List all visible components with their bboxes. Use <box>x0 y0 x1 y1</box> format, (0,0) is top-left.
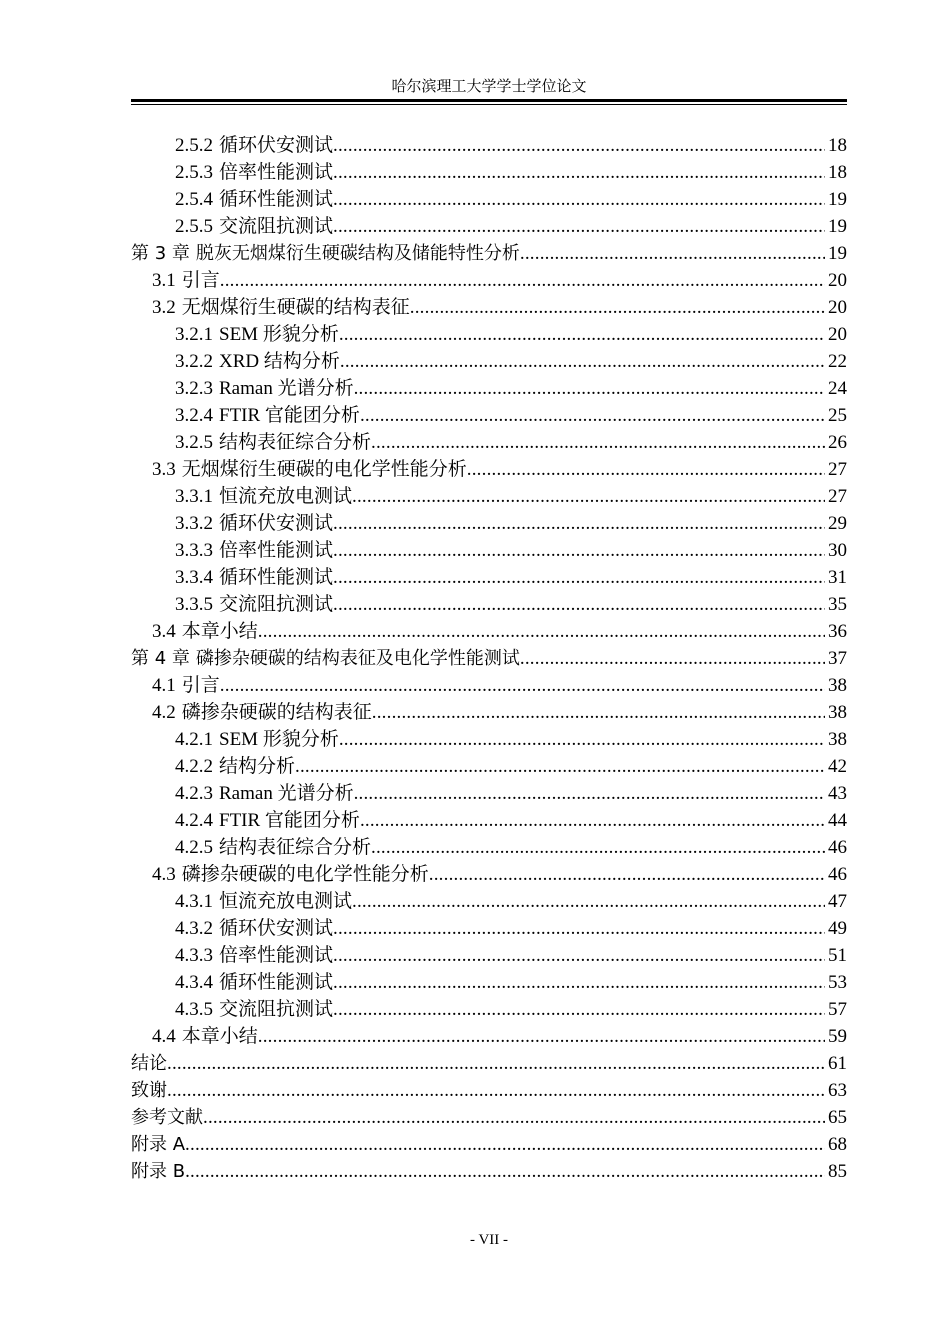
toc-entry-title: 结构表征综合分析 <box>219 837 372 858</box>
toc-dot-leader <box>258 1023 825 1050</box>
toc-entry-page: 59 <box>828 1026 847 1047</box>
toc-entry-title: 无烟煤衍生硬碳的结构表征 <box>181 297 410 318</box>
toc-dot-leader <box>333 537 825 564</box>
toc-entry[interactable] <box>131 510 847 537</box>
toc-entry[interactable] <box>131 294 847 321</box>
toc-entry-title: 无烟煤衍生硬碳的电化学性能分析 <box>181 459 467 480</box>
toc-entry-title: 致谢 <box>131 1080 167 1101</box>
toc-entry-page: 27 <box>828 459 847 480</box>
toc-entry-number: 4.3 <box>152 864 176 885</box>
toc-entry-title: 恒流充放电测试 <box>219 486 353 507</box>
toc-entry-number: 4.2.1 <box>175 729 213 750</box>
toc-dot-leader <box>339 726 825 753</box>
toc-dot-leader <box>410 294 825 321</box>
toc-entry-number: 3.2 <box>152 297 176 318</box>
toc-entry-number: 4.2.3 <box>175 783 213 804</box>
toc-dot-leader <box>333 213 825 240</box>
toc-dot-leader <box>203 1104 825 1131</box>
toc-entry-title: 恒流充放电测试 <box>219 891 353 912</box>
toc-entry[interactable] <box>131 402 847 429</box>
toc-entry-page: 35 <box>828 594 847 615</box>
toc-entry-page: 46 <box>828 837 847 858</box>
toc-dot-leader <box>333 591 825 618</box>
toc-entry-number: 4.3.2 <box>175 918 213 939</box>
toc-entry[interactable] <box>131 834 847 861</box>
running-header-title: 哈尔滨理工大学学士学位论文 <box>391 79 587 95</box>
toc-entry-number: 第 4 章 <box>131 648 190 669</box>
toc-dot-leader <box>371 429 825 456</box>
toc-entry-title: 结构分析 <box>219 756 296 777</box>
toc-entry-title: 交流阻抗测试 <box>219 594 334 615</box>
toc-entry-title: 倍率性能测试 <box>219 162 334 183</box>
toc-entry-page: 85 <box>828 1161 847 1182</box>
toc-entry-title: 磷掺杂硬碳的结构表征 <box>181 702 372 723</box>
toc-entry-title: 参考文献 <box>131 1107 203 1128</box>
toc-entry-page: 36 <box>828 621 847 642</box>
toc-dot-leader <box>185 1131 825 1158</box>
toc-entry-title: 循环性能测试 <box>219 972 334 993</box>
toc-entry[interactable] <box>131 375 847 402</box>
toc-entry-page: 46 <box>828 864 847 885</box>
toc-entry-title: 循环性能测试 <box>219 189 334 210</box>
toc-entry-number: 3.3.3 <box>175 540 213 561</box>
toc-dot-leader <box>333 996 825 1023</box>
toc-entry-title: 磷掺杂硬碳的结构表征及电化学性能测试 <box>195 648 520 669</box>
toc-entry-page: 53 <box>828 972 847 993</box>
toc-entry[interactable] <box>131 699 847 726</box>
toc-entry-page: 24 <box>828 378 847 399</box>
toc-dot-leader <box>352 483 825 510</box>
toc-entry-page: 37 <box>828 648 847 669</box>
toc-dot-leader <box>340 348 825 375</box>
toc-entry-page: 38 <box>828 702 847 723</box>
toc-dot-leader <box>185 1158 825 1185</box>
toc-entry-page: 38 <box>828 729 847 750</box>
toc-dot-leader <box>333 159 825 186</box>
toc-entry-number: 3.3.1 <box>175 486 213 507</box>
toc-entry-page: 47 <box>828 891 847 912</box>
toc-entry-page: 38 <box>828 675 847 696</box>
toc-entry-title: 附录 B <box>131 1161 186 1182</box>
toc-entry-title: 磷掺杂硬碳的电化学性能分析 <box>181 864 429 885</box>
toc-entry-page: 44 <box>828 810 847 831</box>
toc-entry-number: 3.2.1 <box>175 324 213 345</box>
toc-entry[interactable] <box>131 726 847 753</box>
toc-entry-number: 3.2.2 <box>175 351 213 372</box>
toc-dot-leader <box>295 753 825 780</box>
toc-entry-number: 4.3.3 <box>175 945 213 966</box>
toc-dot-leader <box>333 186 825 213</box>
toc-chapter-entry[interactable] <box>131 1104 847 1131</box>
toc-dot-leader <box>520 645 825 672</box>
toc-entry[interactable] <box>131 132 847 159</box>
toc-chapter-entry[interactable] <box>131 1050 847 1077</box>
toc-entry-page: 61 <box>828 1053 847 1074</box>
toc-entry-page: 29 <box>828 513 847 534</box>
toc-entry[interactable] <box>131 267 847 294</box>
toc-entry[interactable] <box>131 915 847 942</box>
toc-entry-title: 循环伏安测试 <box>219 513 334 534</box>
toc-entry-title: 本章小结 <box>181 1026 258 1047</box>
toc-entry-page: 20 <box>828 270 847 291</box>
toc-entry-page: 63 <box>828 1080 847 1101</box>
toc-entry-title: 附录 A <box>131 1134 186 1155</box>
toc-entry-title: 交流阻抗测试 <box>219 216 334 237</box>
toc-dot-leader <box>333 969 825 996</box>
toc-entry[interactable] <box>131 942 847 969</box>
toc-entry-page: 22 <box>828 351 847 372</box>
header-rule-thick <box>131 99 847 102</box>
toc-entry-title: 本章小结 <box>181 621 258 642</box>
toc-entry-page: 65 <box>828 1107 847 1128</box>
toc-dot-leader <box>360 402 825 429</box>
toc-entry-page: 30 <box>828 540 847 561</box>
toc-entry-page: 57 <box>828 999 847 1020</box>
toc-entry-number: 3.2.3 <box>175 378 213 399</box>
toc-dot-leader <box>167 1077 825 1104</box>
toc-entry-page: 49 <box>828 918 847 939</box>
toc-dot-leader <box>467 456 825 483</box>
toc-entry-title: 引言 <box>181 675 220 696</box>
toc-dot-leader <box>372 699 825 726</box>
toc-entry-number: 3.3 <box>152 459 176 480</box>
header-rule-thin <box>131 104 847 105</box>
toc-entry-page: 26 <box>828 432 847 453</box>
toc-entry-page: 25 <box>828 405 847 426</box>
toc-entry[interactable] <box>131 807 847 834</box>
toc-entry[interactable] <box>131 672 847 699</box>
toc-dot-leader <box>220 672 825 699</box>
page-number: - VII - <box>469 1232 509 1248</box>
toc-entry[interactable] <box>131 753 847 780</box>
toc-entry-page: 43 <box>828 783 847 804</box>
toc-entry-number: 3.3.2 <box>175 513 213 534</box>
toc-entry-number: 2.5.5 <box>175 216 213 237</box>
table-of-contents <box>131 132 847 1185</box>
toc-entry-title: Raman 光谱分析 <box>219 378 354 399</box>
toc-entry[interactable] <box>131 456 847 483</box>
toc-entry-title: 循环伏安测试 <box>219 918 334 939</box>
toc-dot-leader <box>220 267 825 294</box>
toc-entry[interactable] <box>131 159 847 186</box>
toc-chapter-entry[interactable] <box>131 1077 847 1104</box>
toc-entry-title: XRD 结构分析 <box>219 351 340 372</box>
toc-entry-number: 4.2.2 <box>175 756 213 777</box>
toc-entry-page: 19 <box>828 243 847 264</box>
toc-entry[interactable] <box>131 429 847 456</box>
toc-dot-leader <box>354 780 825 807</box>
toc-entry-number: 4.3.4 <box>175 972 213 993</box>
toc-entry-number: 3.3.4 <box>175 567 213 588</box>
toc-dot-leader <box>333 132 825 159</box>
toc-entry-number: 3.2.5 <box>175 432 213 453</box>
toc-entry-title: 结构表征综合分析 <box>219 432 372 453</box>
toc-chapter-entry[interactable] <box>131 1158 847 1185</box>
toc-entry[interactable] <box>131 861 847 888</box>
toc-entry-page: 18 <box>828 162 847 183</box>
toc-entry-title: FTIR 官能团分析 <box>219 405 360 426</box>
toc-entry-page: 18 <box>828 135 847 156</box>
toc-entry-number: 4.1 <box>152 675 176 696</box>
toc-entry-title: 脱灰无烟煤衍生硬碳结构及储能特性分析 <box>195 243 520 264</box>
toc-entry[interactable] <box>131 564 847 591</box>
toc-dot-leader <box>258 618 825 645</box>
toc-dot-leader <box>520 240 825 267</box>
toc-entry-number: 2.5.2 <box>175 135 213 156</box>
toc-entry-number: 4.3.1 <box>175 891 213 912</box>
toc-entry[interactable] <box>131 780 847 807</box>
toc-entry-number: 4.2 <box>152 702 176 723</box>
toc-entry[interactable] <box>131 348 847 375</box>
toc-entry-title: 循环伏安测试 <box>219 135 334 156</box>
toc-entry[interactable] <box>131 888 847 915</box>
toc-entry-page: 42 <box>828 756 847 777</box>
toc-dot-leader <box>333 942 825 969</box>
toc-entry-title: 引言 <box>181 270 220 291</box>
toc-entry-number: 3.1 <box>152 270 176 291</box>
toc-entry-number: 4.2.4 <box>175 810 213 831</box>
toc-dot-leader <box>352 888 825 915</box>
toc-dot-leader <box>429 861 825 888</box>
toc-entry-title: 交流阻抗测试 <box>219 999 334 1020</box>
toc-dot-leader <box>333 510 825 537</box>
toc-entry[interactable] <box>131 213 847 240</box>
toc-entry-title: Raman 光谱分析 <box>219 783 354 804</box>
toc-entry-number: 3.2.4 <box>175 405 213 426</box>
toc-entry-title: 结论 <box>131 1053 167 1074</box>
toc-entry[interactable] <box>131 483 847 510</box>
toc-entry-title: 倍率性能测试 <box>219 945 334 966</box>
toc-entry-page: 27 <box>828 486 847 507</box>
toc-entry-number: 第 3 章 <box>131 243 190 264</box>
toc-entry-title: 倍率性能测试 <box>219 540 334 561</box>
toc-entry-title: SEM 形貌分析 <box>219 324 339 345</box>
toc-entry-page: 20 <box>828 324 847 345</box>
toc-entry-number: 2.5.3 <box>175 162 213 183</box>
toc-dot-leader <box>333 915 825 942</box>
toc-entry-page: 19 <box>828 189 847 210</box>
toc-dot-leader <box>354 375 825 402</box>
toc-entry-number: 4.3.5 <box>175 999 213 1020</box>
toc-entry[interactable] <box>131 1023 847 1050</box>
toc-entry-title: 循环性能测试 <box>219 567 334 588</box>
toc-entry[interactable] <box>131 969 847 996</box>
toc-dot-leader <box>339 321 825 348</box>
toc-chapter-entry[interactable] <box>131 240 847 267</box>
toc-dot-leader <box>371 834 825 861</box>
toc-entry-number: 3.3.5 <box>175 594 213 615</box>
toc-dot-leader <box>333 564 825 591</box>
toc-entry[interactable] <box>131 537 847 564</box>
toc-entry-number: 3.4 <box>152 621 176 642</box>
toc-entry-page: 20 <box>828 297 847 318</box>
toc-entry-page: 19 <box>828 216 847 237</box>
toc-entry[interactable] <box>131 618 847 645</box>
toc-entry-number: 2.5.4 <box>175 189 213 210</box>
toc-entry[interactable] <box>131 186 847 213</box>
toc-entry-number: 4.4 <box>152 1026 176 1047</box>
toc-entry-page: 51 <box>828 945 847 966</box>
toc-entry[interactable] <box>131 996 847 1023</box>
toc-chapter-entry[interactable] <box>131 645 847 672</box>
toc-entry-title: SEM 形貌分析 <box>219 729 339 750</box>
toc-entry-page: 68 <box>828 1134 847 1155</box>
toc-chapter-entry[interactable] <box>131 1131 847 1158</box>
toc-entry[interactable] <box>131 591 847 618</box>
toc-entry-title: FTIR 官能团分析 <box>219 810 360 831</box>
toc-dot-leader <box>167 1050 825 1077</box>
toc-entry[interactable] <box>131 321 847 348</box>
toc-entry-number: 4.2.5 <box>175 837 213 858</box>
toc-dot-leader <box>360 807 825 834</box>
toc-entry-page: 31 <box>828 567 847 588</box>
